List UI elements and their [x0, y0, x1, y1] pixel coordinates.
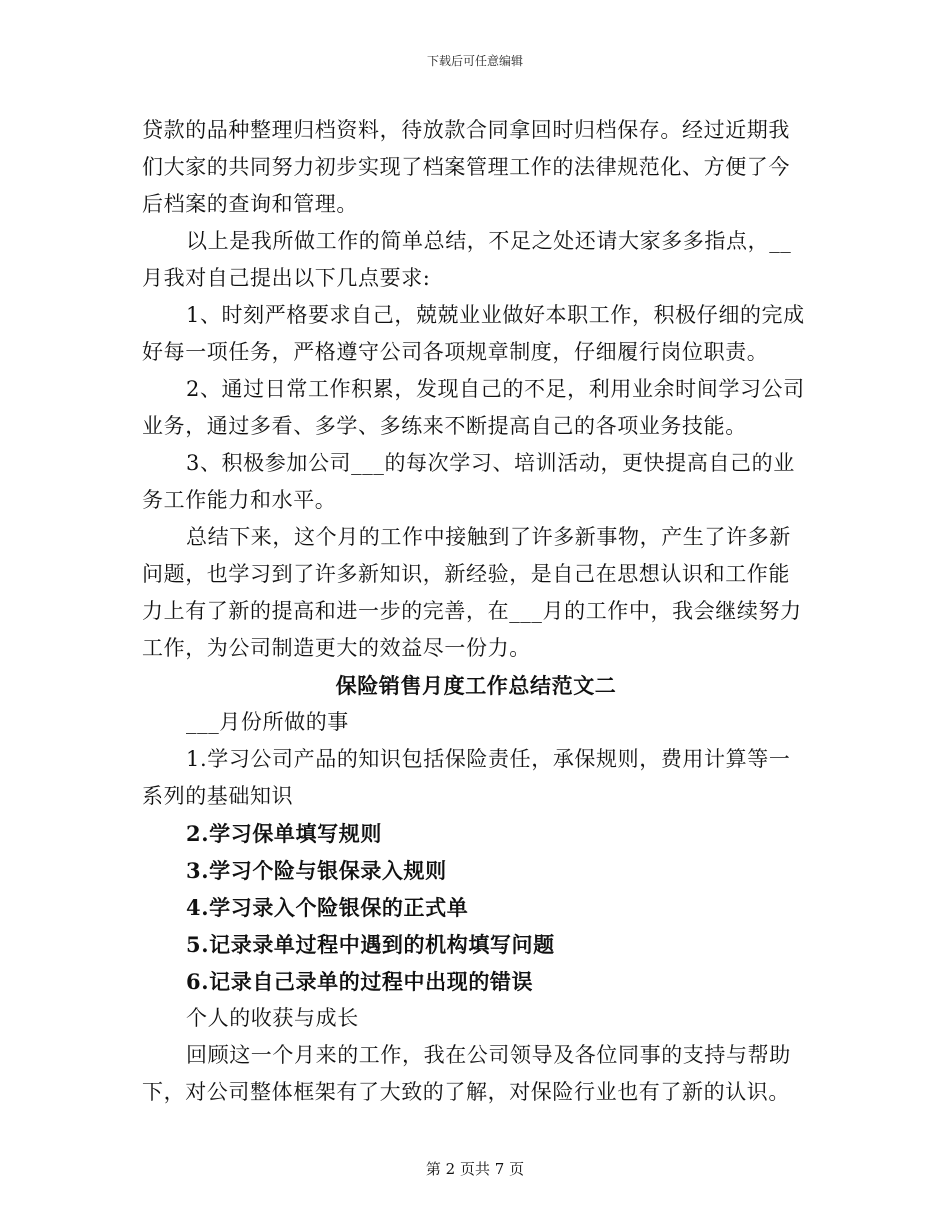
paragraph-line: 们大家的共同努力初步实现了档案管理工作的法律规范化、方便了今 [142, 155, 790, 179]
paragraph-line: 工作，为公司制造更大的效益尽一份力。 [142, 636, 531, 660]
section-title: 保险销售月度工作总结范文二 [335, 673, 617, 698]
paragraph-line: 以上是我所做工作的简单总结，不足之处还请大家多多指点，__ [186, 229, 792, 253]
paragraph-line: 好每一项任务，严格遵守公司各项规章制度，仔细履行岗位职责。 [142, 340, 769, 364]
page-number: 第 2 页共 7 页 [425, 1160, 525, 1178]
paragraph-line: 系列的基础知识 [142, 784, 294, 808]
paragraph-line: 总结下来，这个月的工作中接触到了许多新事物，产生了许多新 [186, 525, 791, 549]
paragraph-line: 贷款的品种整理归档资料，待放款合同拿回时归档保存。经过近期我 [142, 118, 790, 142]
paragraph-line: 业务，通过多看、多学、多练来不断提高自己的各项业务技能。 [142, 414, 747, 438]
paragraph-line: 回顾这一个月来的工作，我在公司领导及各位同事的支持与帮助 [186, 1043, 791, 1067]
paragraph-line: 力上有了新的提高和进一步的完善，在___月的工作中，我会继续努力 [142, 599, 802, 623]
subheading: ___月份所做的事 [186, 710, 349, 734]
list-item: 4.学习录入个险银保的正式单 [186, 895, 469, 920]
paragraph-line: 问题，也学习到了许多新知识，新经验，是自己在思想认识和工作能 [142, 562, 790, 586]
list-item: 1.学习公司产品的知识包括保险责任，承保规则，费用计算等一 [186, 747, 791, 771]
list-item: 5.记录录单过程中遇到的机构填写问题 [186, 932, 555, 957]
paragraph-line: 务工作能力和水平。 [142, 488, 337, 512]
subheading: 个人的收获与成长 [186, 1006, 359, 1030]
paragraph-line: 下，对公司整体框架有了大致的了解，对保险行业也有了新的认识。 [142, 1080, 790, 1104]
page-header: 下载后可任意编辑 [426, 54, 523, 68]
list-item: 3、积极参加公司___的每次学习、培训活动，更快提高自己的业 [186, 451, 795, 475]
document-body [142, 112, 810, 1111]
list-item: 6.记录自己录单的过程中出现的错误 [186, 969, 534, 994]
list-item: 2.学习保单填写规则 [186, 821, 382, 846]
list-item: 2、通过日常工作积累，发现自己的不足，利用业余时间学习公司 [186, 377, 805, 401]
list-item: 3.学习个险与银保录入规则 [186, 858, 447, 883]
paragraph-line: 后档案的查询和管理。 [142, 192, 358, 216]
list-item: 1、时刻严格要求自己，兢兢业业做好本职工作，积极仔细的完成 [186, 303, 805, 327]
paragraph-line: 月我对自己提出以下几点要求: [142, 266, 431, 290]
